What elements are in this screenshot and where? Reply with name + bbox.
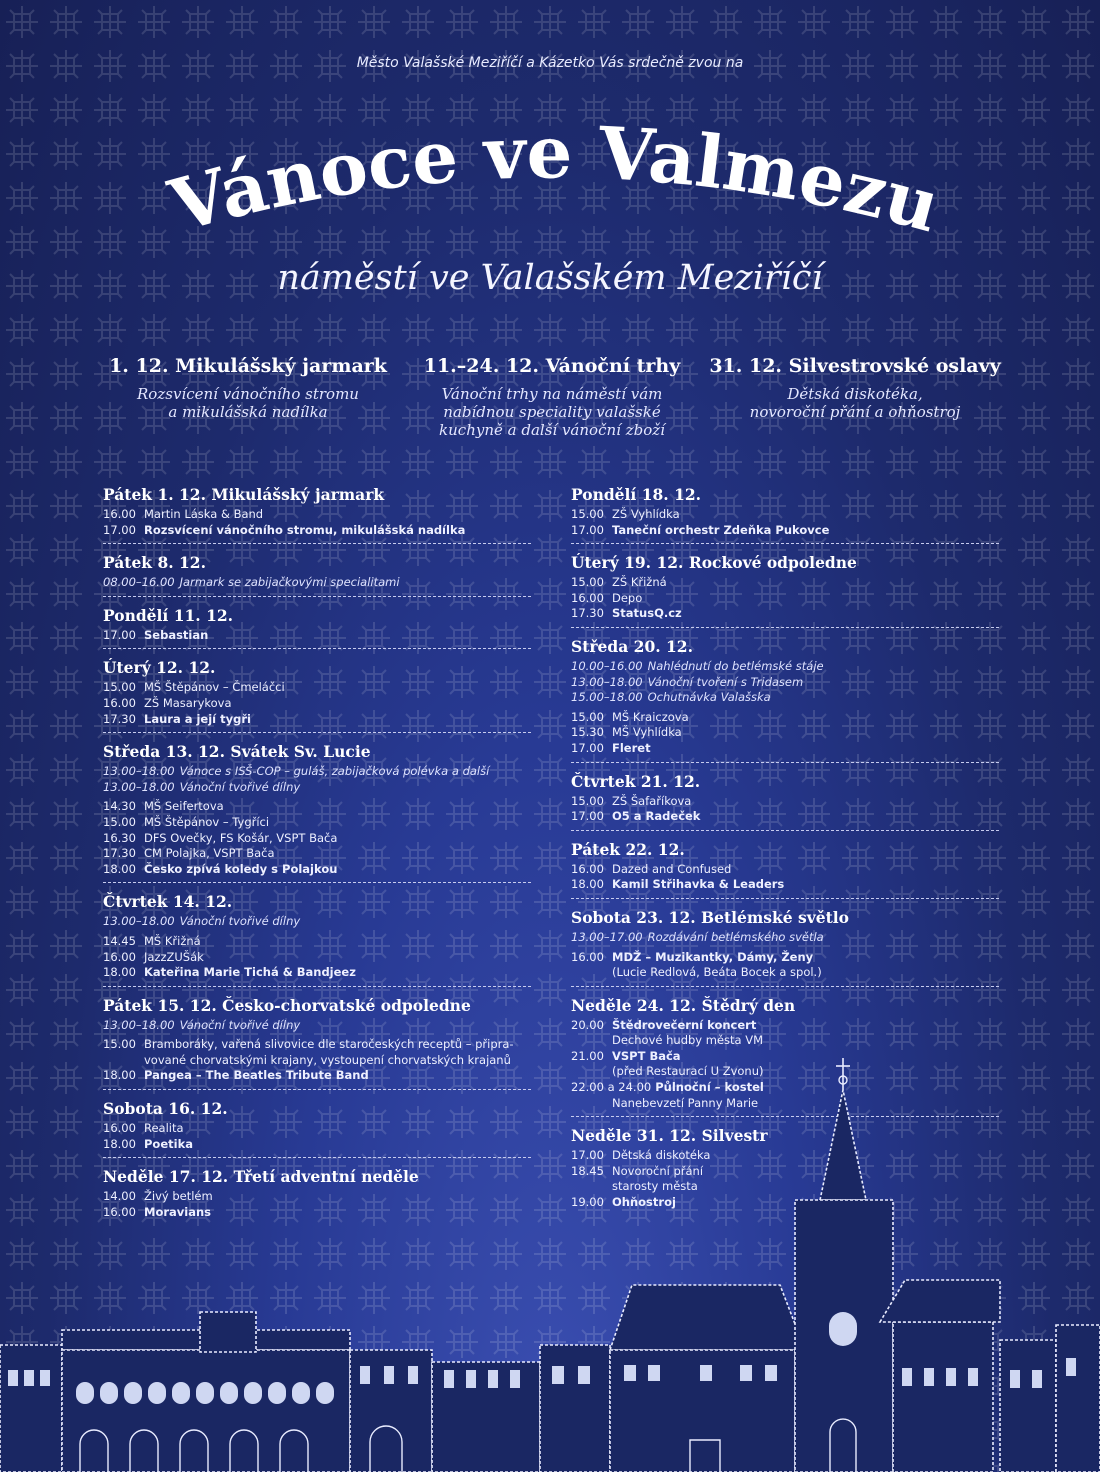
- day-heading: Neděle 31. 12. Silvestr: [571, 1126, 768, 1146]
- day-heading: Středa 20. 12.: [571, 636, 693, 656]
- schedule-entry: [103, 1018, 531, 1034]
- entry-text: Rozsvícení vánočního stromu, mikulášská nadílka: [144, 522, 466, 537]
- schedule-entry: [571, 606, 999, 622]
- schedule-entry: [103, 934, 531, 950]
- entry-text: Moravians: [144, 1204, 212, 1219]
- day-heading: Úterý 19. 12. Rockové odpoledne: [571, 553, 857, 573]
- entry-text: Česko zpívá koledy s Polajkou: [144, 861, 338, 876]
- entry-text: MŠ Štěpánov – Čmeláčci: [144, 680, 285, 695]
- schedule-entry: [103, 831, 531, 847]
- day-heading: Pátek 1. 12. Mikulášský jarmark: [103, 485, 385, 504]
- entry-time: 15.00: [571, 709, 604, 724]
- schedule-entry: [571, 575, 999, 591]
- day-heading: Neděle 17. 12. Třetí adventní neděle: [103, 1167, 419, 1187]
- entry-text: Novoroční přání: [612, 1163, 704, 1178]
- town-skyline-illustration: [0, 1050, 1100, 1472]
- schedule-entry: [103, 680, 531, 696]
- day-heading: Pátek 8. 12.: [103, 553, 206, 573]
- day-block: [103, 742, 531, 883]
- schedule-entry: [103, 628, 531, 644]
- entry-time: 17.30: [103, 711, 136, 726]
- entry-time: 15.00: [103, 1037, 136, 1052]
- entry-time: 16.00: [103, 1204, 136, 1219]
- entry-time: 16.00: [571, 861, 604, 876]
- entry-text: Jarmark se zabijačkovými specialitami: [179, 575, 400, 590]
- entry-text: Taneční orchestr Zdeňka Pukovce: [612, 522, 830, 537]
- schedule-entry: [571, 930, 999, 946]
- entry-time: 13.00–18.00: [571, 674, 643, 689]
- entry-time: 17.00: [103, 627, 136, 642]
- day-block: [571, 772, 999, 831]
- entry-text: Ohňostroj: [612, 1195, 676, 1210]
- day-block: [571, 553, 999, 628]
- entry-time: 10.00–16.00: [571, 658, 643, 673]
- highlight-desc: a mikulášská nadílka: [168, 403, 328, 421]
- entry-time: 16.00: [103, 1121, 136, 1136]
- schedule-entry: [103, 575, 531, 591]
- entry-text: CM Polajka, VSPT Bača: [144, 846, 275, 861]
- entry-time: 18.00: [103, 1068, 136, 1083]
- entry-text: Realita: [144, 1121, 184, 1136]
- entry-text: Sebastian: [144, 627, 209, 642]
- title-text: Vánoce ve Valmezu: [160, 109, 949, 249]
- entry-text: MŠ Seifertova: [144, 799, 224, 814]
- day-heading: Pátek 22. 12.: [571, 839, 685, 859]
- schedule-entry: [103, 696, 531, 712]
- schedule-entry: [571, 1018, 999, 1034]
- schedule-entry: [103, 815, 531, 831]
- entry-text: Kateřina Marie Tichá & Bandjeez: [144, 965, 356, 980]
- highlight-heading: 11.–24. 12. Vánoční trhy: [423, 355, 681, 377]
- day-heading: Neděle 24. 12. Štědrý den: [571, 995, 796, 1015]
- day-heading: Pátek 15. 12. Česko-chorvatské odpoledne: [103, 995, 471, 1015]
- day-heading: Sobota 23. 12. Betlémské světlo: [571, 907, 850, 927]
- entry-text: Dazed and Confused: [612, 861, 732, 876]
- entry-time: 22.00 a 24.00: [571, 1080, 652, 1095]
- entry-time: 15.30: [571, 725, 604, 740]
- entry-time: 18.00: [103, 1136, 136, 1151]
- entry-time: 13.00–18.00: [103, 914, 175, 929]
- subtitle: náměstí ve Valašském Meziříčí: [277, 258, 823, 298]
- entry-time: 18.00: [103, 861, 136, 876]
- main-title: [100, 100, 1000, 260]
- entry-text: Fleret: [612, 740, 651, 755]
- entry-text: JazzZUŠák: [144, 949, 204, 964]
- entry-time: 17.30: [103, 846, 136, 861]
- day-block: [571, 908, 999, 987]
- entry-time: 15.00: [103, 680, 136, 695]
- entry-text: ZŠ Masarykova: [144, 695, 232, 710]
- entry-time: 20.00: [571, 1017, 604, 1032]
- entry-time: 16.30: [103, 830, 136, 845]
- entry-time: 21.00: [571, 1048, 604, 1063]
- highlight-heading: 31. 12. Silvestrovské oslavy: [709, 355, 1001, 377]
- entry-text: StatusQ.cz: [612, 606, 682, 621]
- entry-time: 13.00–18.00: [103, 1017, 175, 1032]
- schedule-entry: [571, 877, 999, 893]
- entry-text: ZŠ Šafaříkova: [612, 793, 692, 808]
- day-block: [103, 485, 531, 544]
- entry-time: 16.00: [103, 507, 136, 521]
- day-block: [103, 553, 531, 597]
- entry-text: MDŽ – Muzikantky, Dámy, Ženy: [612, 949, 814, 964]
- entry-time: 18.00: [571, 877, 604, 892]
- entry-text: Vánoční tvořivé dílny: [179, 779, 301, 794]
- entry-time: 14.45: [103, 933, 136, 948]
- schedule-entry: [571, 965, 999, 981]
- schedule-entry: [571, 675, 999, 691]
- day-heading: Středa 13. 12. Svátek Sv. Lucie: [103, 742, 371, 762]
- entry-text: O5 a Radeček: [612, 809, 701, 824]
- entry-text: MŠ Vyhlídka: [612, 725, 682, 740]
- entry-text: Bramboráky, vařená slivovice dle staročeských receptů – připra-vované chorvatskými krajany, vystoupení chorvatských krajanů: [144, 1037, 514, 1067]
- day-block: [103, 606, 531, 650]
- schedule-entry: [571, 794, 999, 810]
- highlight-desc: Vánoční trhy na náměstí vám: [441, 385, 663, 403]
- entry-time: 14.30: [103, 799, 136, 814]
- entry-time: 18.45: [571, 1163, 604, 1178]
- entry-text: Pangea – The Beatles Tribute Band: [144, 1068, 369, 1083]
- entry-text: Kamil Střihavka & Leaders: [612, 877, 785, 892]
- entry-time: 16.00: [103, 695, 136, 710]
- highlight-desc: Rozsvícení vánočního stromu: [137, 385, 359, 403]
- schedule-entry: [103, 712, 531, 728]
- schedule-entry: [571, 809, 999, 825]
- entry-time: 15.00: [571, 793, 604, 808]
- schedule-entry: [103, 965, 531, 981]
- entry-text: Dechové hudby města VM: [612, 1033, 764, 1048]
- schedule-entry: [571, 507, 999, 523]
- entry-text: Štědrovečerní koncert: [612, 1017, 757, 1032]
- day-heading: Sobota 16. 12.: [103, 1099, 228, 1119]
- entry-time: 17.00: [571, 1148, 604, 1163]
- highlight-mikulas: [83, 355, 413, 421]
- entry-time: 17.00: [571, 809, 604, 824]
- entry-text: MŠ Křižná: [144, 933, 201, 948]
- entry-text: (před Restaurací U Zvonu): [612, 1064, 764, 1079]
- entry-time: 17.00: [103, 522, 136, 537]
- schedule-entry: [103, 846, 531, 862]
- schedule-entry: [571, 725, 999, 741]
- entry-text: (Lucie Redlová, Beáta Bocek a spol.): [612, 965, 822, 980]
- entry-time: 15.00: [571, 575, 604, 590]
- entry-time: 13.00–18.00: [103, 779, 175, 794]
- entry-time: 18.00: [103, 965, 136, 980]
- entry-time: 16.00: [103, 949, 136, 964]
- day-block: [571, 840, 999, 899]
- entry-time: 15.00: [103, 814, 136, 829]
- entry-time: 14.00: [103, 1189, 136, 1204]
- day-heading: Čtvrtek 14. 12.: [103, 892, 233, 912]
- day-block: [571, 485, 999, 544]
- entry-text: Laura a její tygři: [144, 711, 251, 726]
- schedule-entry: [103, 862, 531, 878]
- entry-text: Půlnoční – kostel: [655, 1080, 764, 1095]
- highlight-heading: 1. 12. Mikulášský jarmark: [109, 355, 387, 377]
- entry-text: Martin Láska & Band: [144, 507, 264, 521]
- highlight-desc: novoroční přání a ohňostroj: [749, 403, 961, 421]
- entry-text: Nanebevzetí Panny Marie: [612, 1095, 759, 1110]
- entry-text: Vánoce s ISŠ-COP – guláš, zabijačková polévka a další: [179, 764, 490, 779]
- entry-time: 19.00: [571, 1195, 604, 1210]
- entry-text: Vánoční tvořivé dílny: [179, 1017, 301, 1032]
- entry-time: 15.00: [571, 507, 604, 521]
- entry-text: starosty města: [612, 1179, 698, 1194]
- invitation-line: Město Valašské Meziříčí a Kázetko Vás srdečně zvou na: [356, 55, 744, 71]
- entry-text: Dětská diskotéka: [612, 1148, 711, 1163]
- entry-text: Ochutnávka Valašska: [647, 690, 771, 705]
- schedule-entry: [103, 523, 531, 539]
- schedule-entry: [571, 950, 999, 966]
- entry-time: 17.30: [571, 606, 604, 621]
- highlight-desc: Dětská diskotéka,: [787, 385, 923, 403]
- schedule-entry: [571, 659, 999, 675]
- entry-time: 13.00–17.00: [571, 929, 643, 944]
- day-block: [103, 658, 531, 733]
- highlight-desc: nabídnou speciality valašské: [443, 403, 661, 421]
- entry-text: ZŠ Vyhlídka: [612, 507, 680, 521]
- schedule-entry: [571, 523, 999, 539]
- schedule-entry: [103, 764, 531, 780]
- entry-time: 15.00–18.00: [571, 690, 643, 705]
- schedule-entry: [571, 741, 999, 757]
- highlight-desc: kuchyně a další vánoční zboží: [439, 421, 665, 439]
- svg-text:Vánoce ve Valmezu: [160, 109, 949, 248]
- entry-time: 16.00: [571, 590, 604, 605]
- entry-time: 16.00: [571, 949, 604, 964]
- schedule-entry: [571, 862, 999, 878]
- day-heading: Pondělí 18. 12.: [571, 485, 702, 504]
- schedule-entry: [571, 690, 999, 706]
- entry-text: Vánoční tvořivé dílny: [179, 914, 301, 929]
- day-block: [571, 637, 999, 763]
- entry-text: Živý betlém: [144, 1189, 213, 1204]
- entry-text: Vánoční tvoření s Tridasem: [647, 674, 804, 689]
- highlight-trhy: [387, 355, 717, 439]
- day-heading: Úterý 12. 12.: [103, 658, 216, 678]
- highlight-silvestr: [690, 355, 1020, 421]
- entry-time: 13.00–18.00: [103, 764, 175, 779]
- entry-time: 08.00–16.00: [103, 575, 175, 590]
- entry-text: ZŠ Křižná: [612, 575, 667, 590]
- entry-text: Poetika: [144, 1136, 193, 1151]
- schedule-entry: [103, 799, 531, 815]
- schedule-entry: [103, 950, 531, 966]
- schedule-entry: [103, 507, 531, 523]
- schedule-entry: [103, 780, 531, 796]
- entry-time: 17.00: [571, 522, 604, 537]
- day-heading: Čtvrtek 21. 12.: [571, 771, 701, 791]
- entry-time: 17.00: [571, 740, 604, 755]
- entry-text: Nahlédnutí do betlémské stáje: [647, 658, 824, 673]
- schedule-entry: [571, 591, 999, 607]
- day-block: [103, 892, 531, 986]
- entry-text: MŠ Štěpánov – Tygříci: [144, 814, 270, 829]
- schedule-entry: [103, 914, 531, 930]
- entry-text: Rozdávání betlémského světla: [647, 929, 824, 944]
- entry-text: MŠ Kraiczova: [612, 709, 689, 724]
- schedule-entry: [571, 710, 999, 726]
- day-heading: Pondělí 11. 12.: [103, 605, 234, 625]
- entry-text: VSPT Bača: [612, 1048, 681, 1063]
- entry-text: Depo: [612, 590, 643, 605]
- schedule-entry: [571, 1033, 999, 1049]
- entry-text: DFS Ovečky, FS Košár, VSPT Bača: [144, 830, 338, 845]
